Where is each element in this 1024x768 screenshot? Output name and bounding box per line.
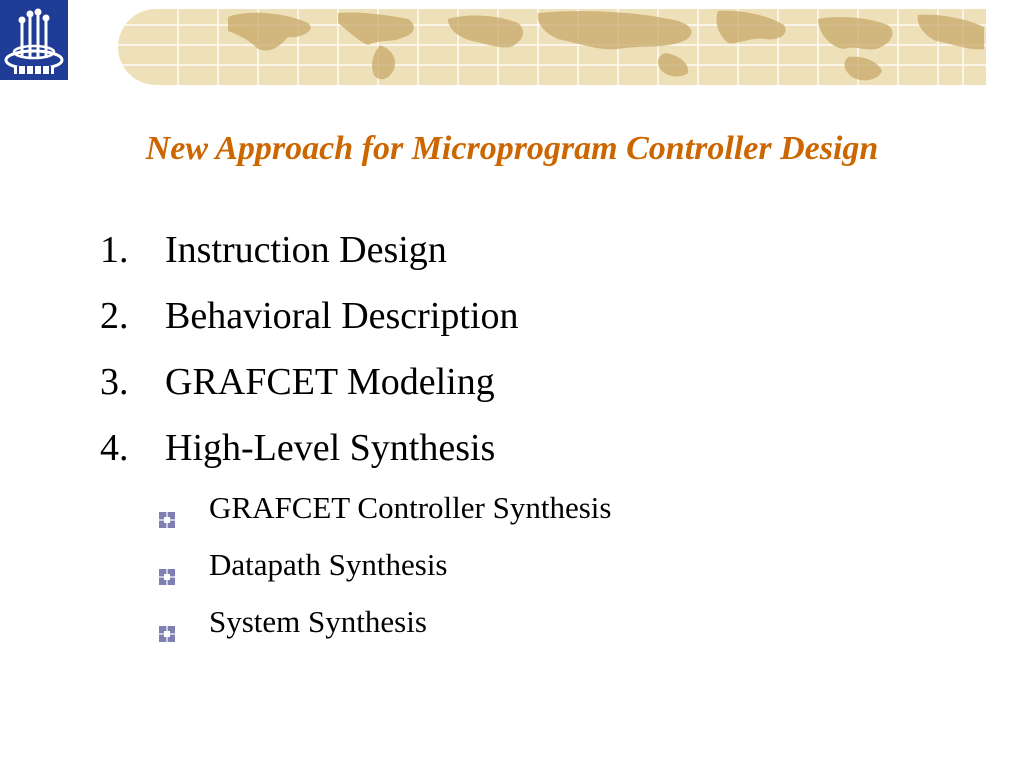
sub-list-item-text: System Synthesis — [209, 604, 427, 639]
square-bullet-icon — [157, 555, 177, 575]
list-item-text: Instruction Design — [165, 229, 447, 271]
world-map-banner — [118, 9, 986, 85]
institution-logo — [0, 0, 68, 80]
sub-list-item-text: Datapath Synthesis — [209, 547, 448, 582]
world-map-icon — [118, 9, 986, 85]
sub-list-item-text: GRAFCET Controller Synthesis — [209, 490, 612, 525]
list-item-text: High-Level Synthesis — [165, 427, 496, 469]
slide-title: New Approach for Microprogram Controller Design — [145, 130, 879, 167]
list-item-text: GRAFCET Modeling — [165, 361, 495, 403]
list-item-number: 1. — [100, 229, 129, 271]
list-item-number: 2. — [100, 295, 129, 337]
logo-icon — [0, 0, 68, 80]
list-item-number: 3. — [100, 361, 129, 403]
list-item-number: 4. — [100, 427, 129, 469]
square-bullet-icon — [157, 612, 177, 632]
list-item-text: Behavioral Description — [165, 295, 519, 337]
square-bullet-icon — [157, 498, 177, 518]
